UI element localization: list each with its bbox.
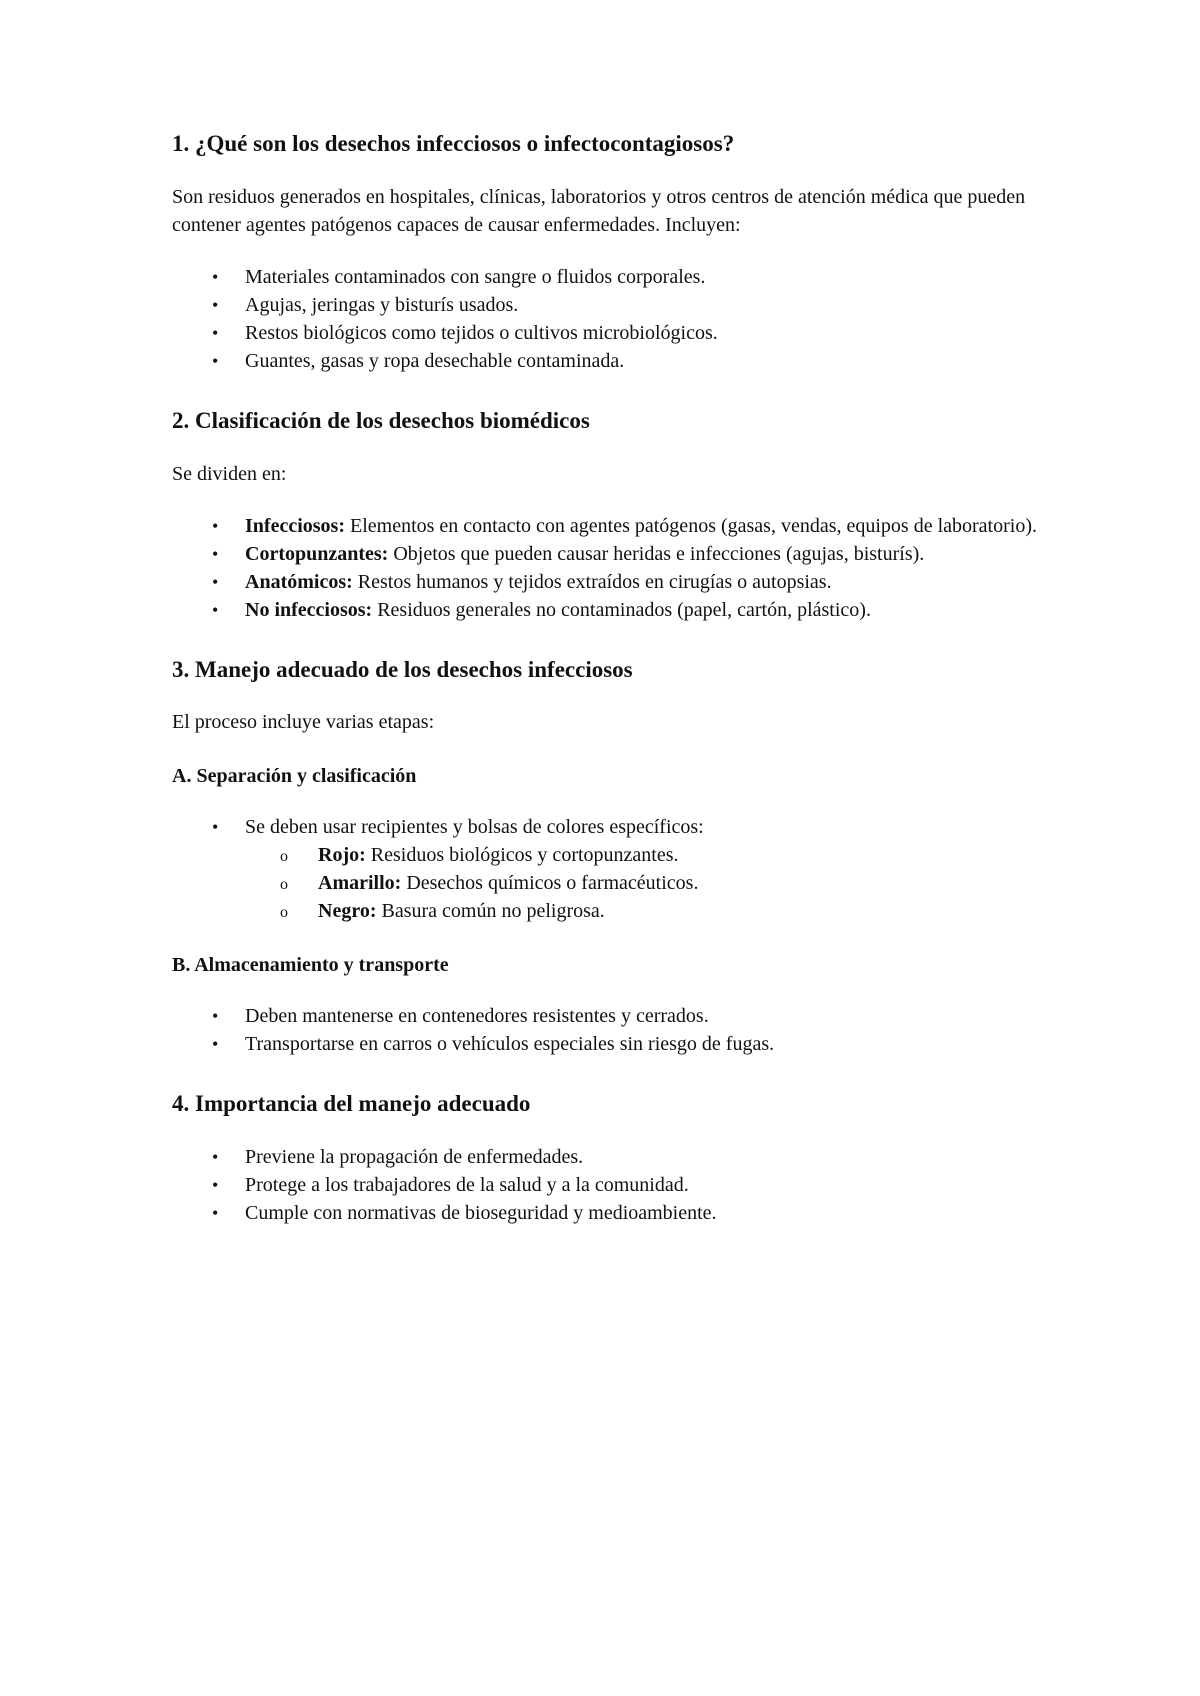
section-1-intro: Son residuos generados en hospitales, clínicas, laboratorios y otros centros de atención médica que pueden contener agentes patógenos capaces de causar enfermedades. Incluyen:	[172, 185, 1026, 236]
sublist-item: o Amarillo: Desechos químicos o farmacéuticos.	[172, 869, 1072, 897]
sublist-item: o Negro: Basura común no peligrosa.	[172, 897, 1072, 925]
section-1-list	[172, 263, 1072, 375]
list-item: • Guantes, gasas y ropa desechable contaminada.	[172, 347, 1072, 375]
circle-bullet-icon: o	[280, 848, 288, 866]
list-item: • Restos biológicos como tejidos o cultivos microbiológicos.	[172, 319, 1072, 347]
bullet-icon: •	[212, 1147, 219, 1167]
section-2-intro: Se dividen en:	[172, 462, 287, 485]
list-item: • Cortopunzantes: Objetos que pueden causar heridas e infecciones (agujas, bisturís).	[172, 540, 1072, 568]
list-item: • Protege a los trabajadores de la salud y a la comunidad.	[172, 1171, 1072, 1199]
bullet-icon: •	[212, 515, 219, 536]
item-term: Infecciosos:	[245, 514, 345, 537]
item-term: Cortopunzantes:	[245, 542, 389, 565]
section-2-heading: 2. Clasificación de los desechos biomédicos	[172, 407, 590, 433]
section-3-intro: El proceso incluye varias etapas:	[172, 711, 435, 734]
item-term: Rojo:	[318, 844, 366, 867]
bullet-icon: •	[212, 543, 219, 564]
list-item: • Deben mantenerse en contenedores resistentes y cerrados.	[172, 1002, 1072, 1030]
bullet-icon: •	[212, 294, 219, 315]
section-1-heading: 1. ¿Qué son los desechos infecciosos o infectocontagiosos?	[172, 131, 735, 156]
item-term: No infecciosos:	[245, 598, 373, 621]
section-4-heading: 4. Importancia del manejo adecuado	[172, 1091, 531, 1117]
subsection-b-list	[172, 1002, 1072, 1058]
bullet-icon: •	[212, 266, 219, 287]
bullet-icon: •	[212, 1175, 219, 1195]
list-item: • Materiales contaminados con sangre o fluidos corporales.	[172, 263, 1072, 291]
item-term: Amarillo:	[318, 872, 402, 895]
list-item: • Transportarse en carros o vehículos especiales sin riesgo de fugas.	[172, 1030, 1072, 1058]
circle-bullet-icon: o	[280, 904, 288, 922]
bullet-icon: •	[212, 817, 219, 838]
list-item: • Se deben usar recipientes y bolsas de colores específicos:	[172, 813, 1072, 841]
document-page	[172, 130, 1072, 1227]
bullet-icon: •	[212, 599, 219, 620]
section-3-heading: 3. Manejo adecuado de los desechos infecciosos	[172, 656, 633, 682]
bullet-icon: •	[212, 1006, 219, 1027]
bullet-icon: •	[212, 322, 219, 343]
list-item: • Previene la propagación de enfermedades.	[172, 1143, 1072, 1171]
list-item: • Cumple con normativas de bioseguridad y medioambiente.	[172, 1199, 1072, 1227]
color-sublist	[172, 841, 1072, 925]
list-item: • Infecciosos: Elementos en contacto con agentes patógenos (gasas, vendas, equipos de laboratorio).	[172, 512, 1072, 540]
subsection-b-heading: B. Almacenamiento y transporte	[172, 954, 449, 977]
list-item: • Anatómicos: Restos humanos y tejidos extraídos en cirugías o autopsias.	[172, 568, 1072, 596]
bullet-icon: •	[212, 1034, 219, 1055]
bullet-icon: •	[212, 571, 219, 592]
bullet-icon: •	[212, 1203, 219, 1223]
list-item: • Agujas, jeringas y bisturís usados.	[172, 291, 1072, 319]
list-item: • No infecciosos: Residuos generales no contaminados (papel, cartón, plástico).	[172, 596, 1072, 624]
subsection-a-list	[172, 813, 1072, 841]
subsection-a-heading: A. Separación y clasificación	[172, 765, 417, 788]
sublist-item: o Rojo: Residuos biológicos y cortopunzantes.	[172, 841, 1072, 869]
circle-bullet-icon: o	[280, 876, 288, 894]
item-term: Negro:	[318, 900, 377, 923]
bullet-icon: •	[212, 350, 219, 371]
section-4-list	[172, 1143, 1072, 1227]
item-term: Anatómicos:	[245, 570, 353, 593]
section-2-list	[172, 512, 1072, 624]
